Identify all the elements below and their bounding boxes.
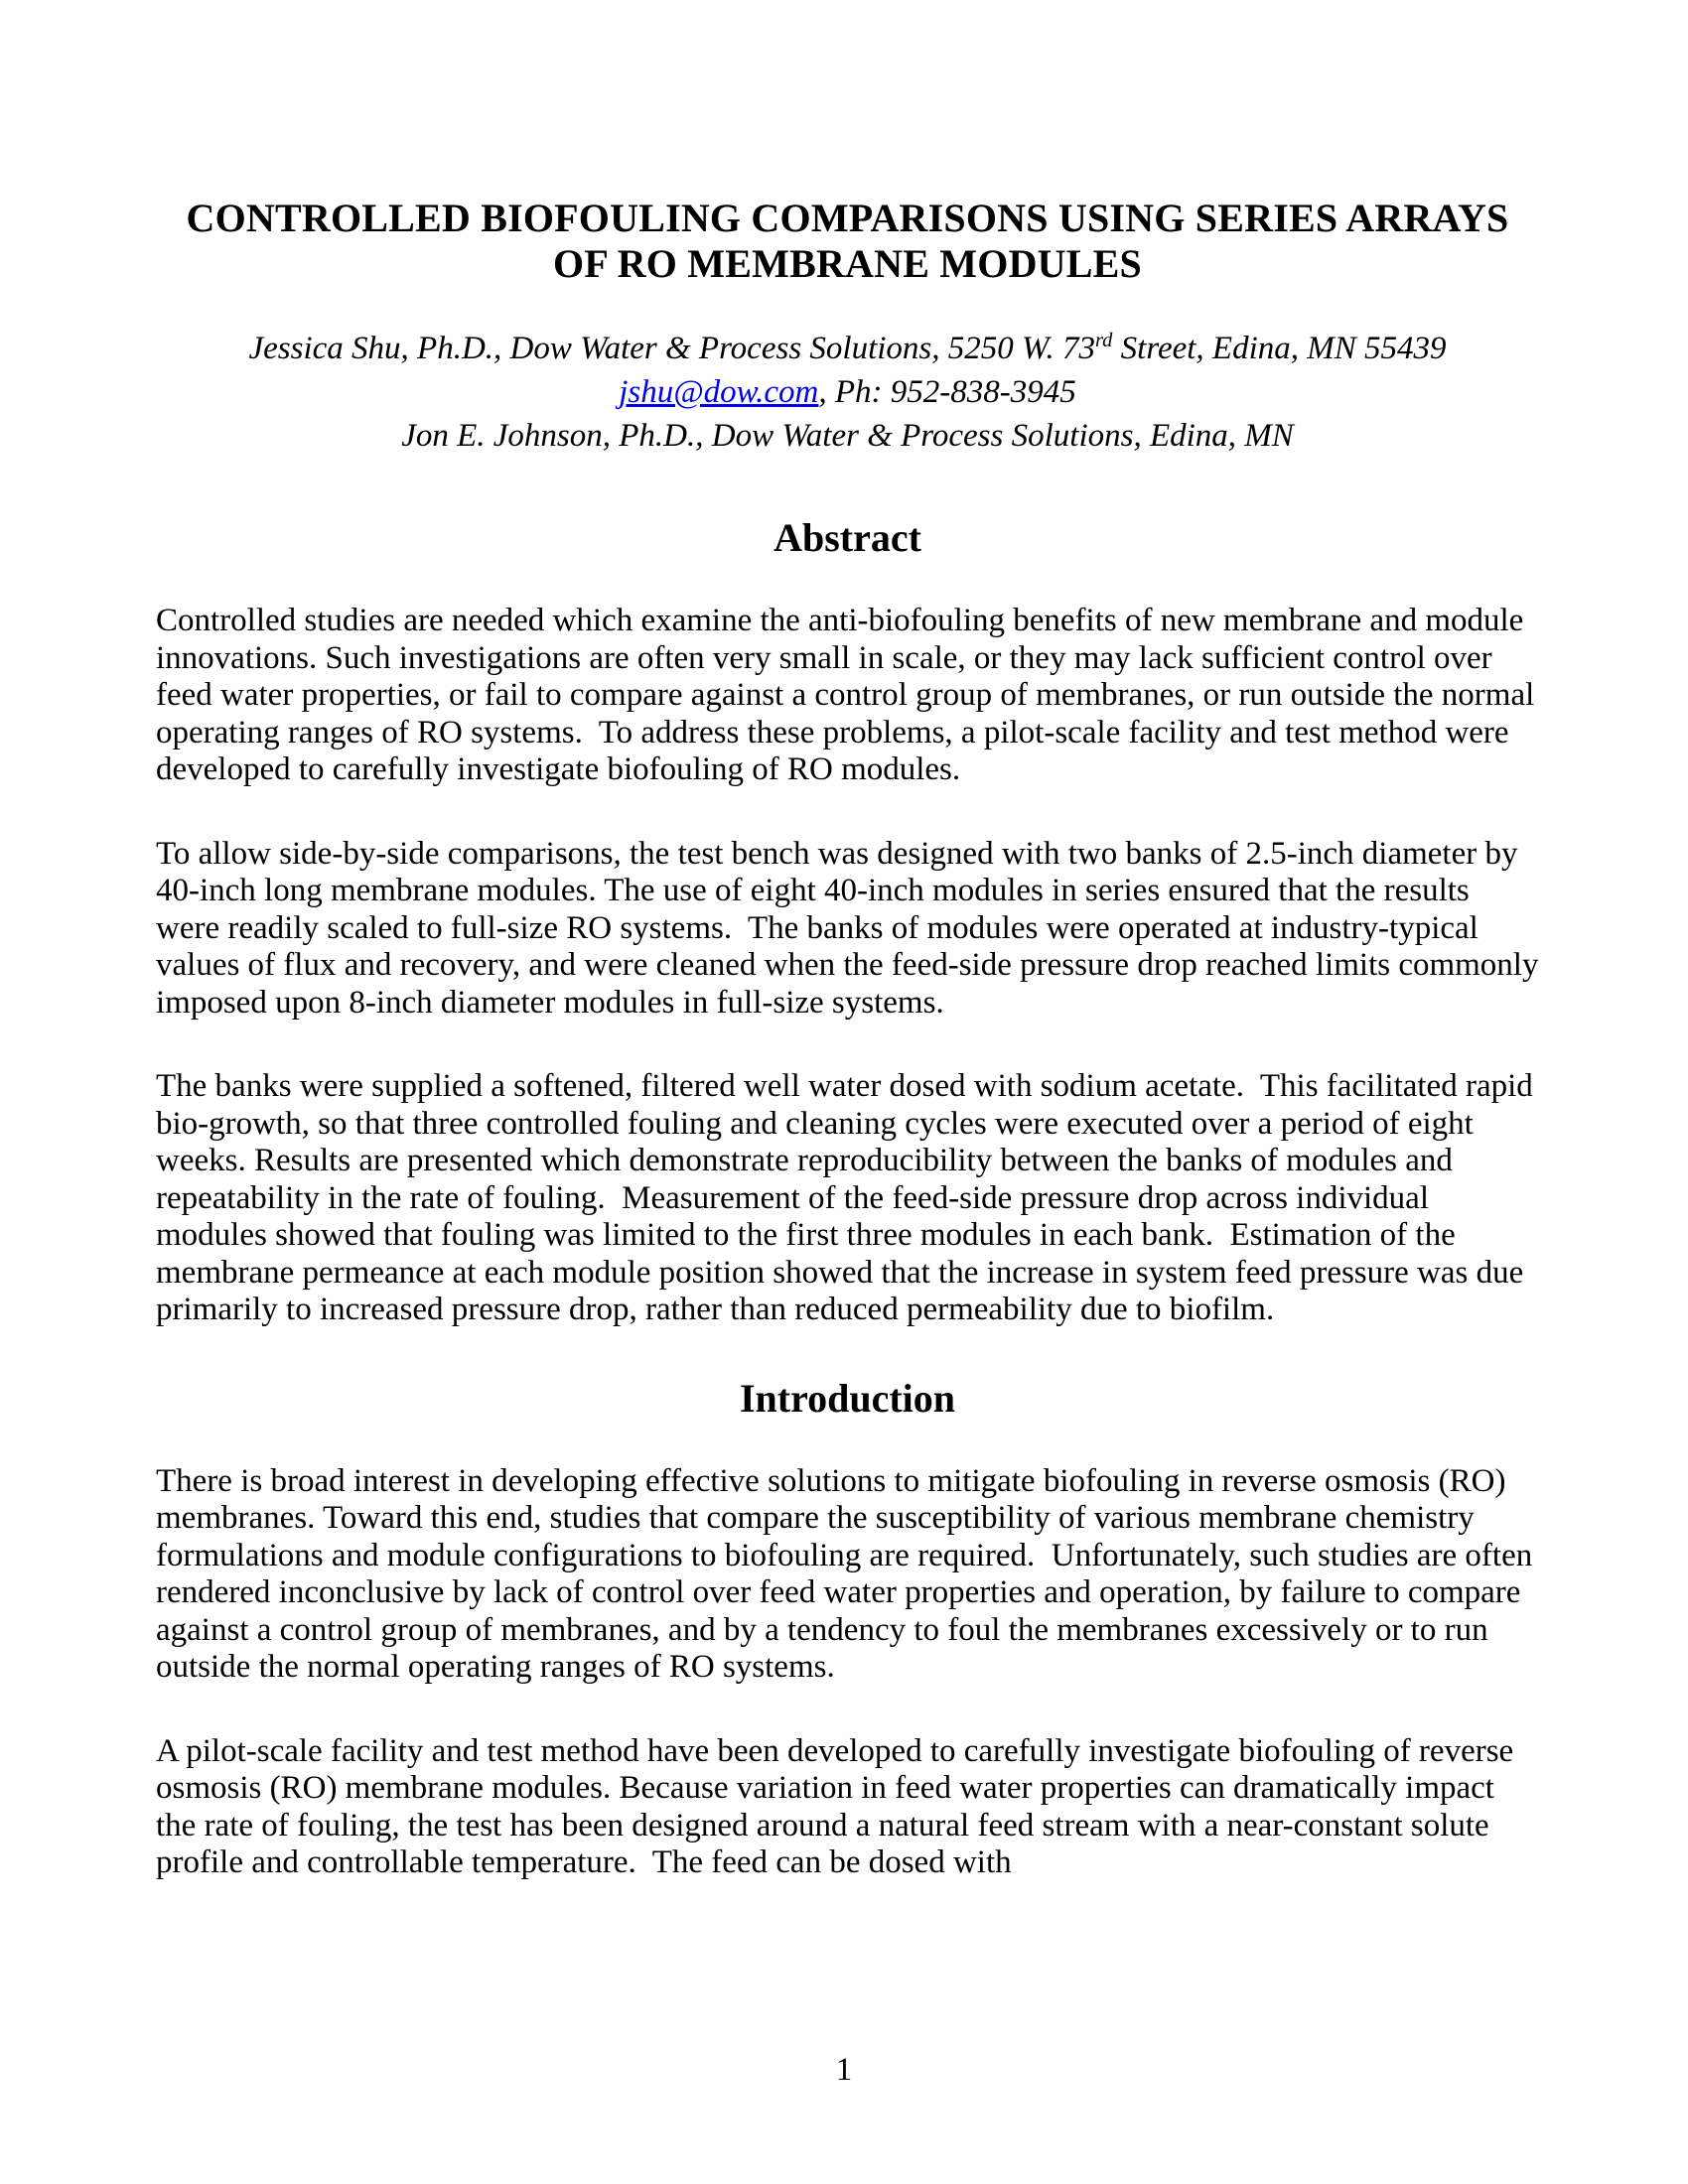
author-name-affiliation: Jessica Shu, Ph.D., Dow Water & Process Solutions, 5250 W. 73 [248, 331, 1095, 366]
author-line-coauthor: Jon E. Johnson, Ph.D., Dow Water & Process Solutions, Edina, MN [401, 418, 1294, 454]
email-link[interactable]: jshu@dow.com [619, 374, 819, 410]
abstract-paragraph-2: To allow side-by-side comparisons, the test bench was designed with two banks of 2.5-inch diameter by 40-inch long membrane modules. The use of eight 40-inch modules in series ensured that the results were readily scaled to full-size RO systems. The banks of modules were operated at industry-typical values of flux and recovery, and were cleaned when the feed-side pressure drop reached limits commonly imposed upon 8-inch diameter modules in full-size systems. [156, 835, 1547, 1021]
introduction-paragraph-2: A pilot-scale facility and test method have been developed to carefully investigate biofouling of reverse osmosis (RO) membrane modules. Because variation in feed water properties can dramatically impact the rate of fouling, the test has been designed around a natural feed stream with a near-constant solute profile and controllable temperature. The feed can be dosed with [156, 1732, 1522, 1880]
page-number: 1 [835, 2052, 853, 2088]
author-street-city: Street, Edina, MN 55439 [1112, 331, 1447, 366]
paper-title [156, 196, 1539, 287]
title-line-2: OF RO MEMBRANE MODULES [553, 241, 1142, 286]
introduction-paragraph-1: There is broad interest in developing effective solutions to mitigate biofouling in reverse osmosis (RO) membranes. Toward this end, studies that compare the susceptibility of various membrane chemistry formulations and module configurations to biofouling are required. Unfortunately, such studies are often rendered inconclusive by lack of control over feed water properties and operation, by failure to compare against a control group of membranes, and by a tendency to foul the membranes excessively or to run outside the normal operating ranges of RO systems. [156, 1462, 1541, 1685]
abstract-paragraph-1: Controlled studies are needed which examine the anti-biofouling benefits of new membrane and module innovations. Such investigations are often very small in scale, or they may lack sufficient control over feed water properties, or fail to compare against a control group of membranes, or run outside the normal operating ranges of RO systems. To address these problems, a pilot-scale facility and test method were developed to carefully investigate biofouling of RO modules. [156, 603, 1543, 787]
author-line-contact [156, 370, 1539, 414]
section-heading-abstract: Abstract [774, 515, 921, 560]
phone-text: , Ph: 952-838-3945 [818, 374, 1076, 410]
ordinal-superscript: rd [1094, 330, 1113, 351]
section-heading-introduction: Introduction [739, 1375, 956, 1421]
title-line-1: CONTROLLED BIOFOULING COMPARISONS USING SERIES ARRAYS [186, 196, 1509, 240]
abstract-paragraph-3: The banks were supplied a softened, filtered well water dosed with sodium acetate. This facilitated rapid bio-growth, so that three controlled fouling and cleaning cycles were executed over a period of eight weeks. Results are presented which demonstrate reproducibility between the banks of modules and repeatability in the rate of fouling. Measurement of the feed-side pressure drop across individual modules showed that fouling was limited to the first three modules in each bank. Estimation of the membrane permeance at each module position showed that the increase in system feed pressure was due primarily to increased pressure drop, rather than reduced permeability due to biofilm. [156, 1068, 1542, 1327]
author-line-address [156, 327, 1539, 370]
author-block [156, 327, 1539, 458]
